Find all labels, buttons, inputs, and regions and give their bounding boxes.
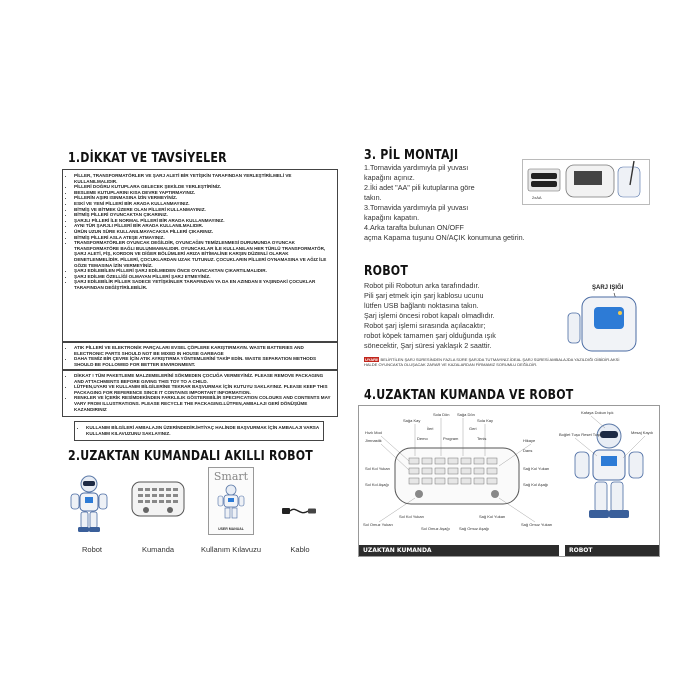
- manual-title: Smart: [213, 470, 249, 483]
- footer-robot: ROBOT: [565, 545, 659, 556]
- remote-label-18: Sağ Kol Aşağı: [523, 482, 549, 487]
- remote-diagram-svg: [359, 406, 659, 556]
- warning-item: • BİTMİŞ VE BİTMEK ÜZERE OLAN PİLLERİ KULLANMAYINIZ.: [74, 207, 333, 213]
- warnings-list-2: [67, 345, 333, 367]
- warning-item: • PİLLERİ DOĞRU KUTUPLARA GELECEK ŞEKİLDE YERLEŞTİRİNİZ.: [74, 184, 333, 190]
- warnings-box-4: [74, 421, 324, 441]
- warnings-box-2: [62, 341, 338, 371]
- remote-label-20: Sağ Kol Yukarı: [479, 514, 506, 519]
- robot-description-line: Pili şarj etmek için şarj kablosu ucunu: [364, 291, 484, 300]
- battery-steps: [364, 163, 544, 243]
- warnings-list-3: [67, 373, 333, 412]
- battery-diagram-label: 2xAA: [532, 195, 542, 200]
- warning-text: BELİRTİLEN ŞARJ SÜRESİNDEN FAZLA SÜRE ŞARJDA TUTMAYINIZ.İDEAL ŞARJ SÜRESİ AMBALAJDA YAZILDIĞI GİBİDİR.AKSİ HALDE OYUNCAKTA OLUŞACAK ZARAR VE KAZALARDAN FİRMAMIZ SORUMLU DEĞİLDİR.: [364, 357, 620, 367]
- robot-description: [364, 281, 554, 351]
- warnings-list-4: [79, 425, 319, 436]
- robot-label-message: Mesaj Kaydı: [631, 430, 654, 435]
- remote-label-13: Sol Kol Yukarı: [365, 466, 391, 471]
- footer-remote: UZAKTAN KUMANDA: [359, 545, 559, 556]
- warning-item: • DİKKAT ! TÜM PAKETLEME MALZEMELERİNİ SÖKMEDEN ÇOCUĞA VERMEYİNİZ. PLEASE REMOVE PACKAGING AND ATTACHMENTS BEFORE GIVING THIS TOY TO A CHILD.: [74, 373, 333, 384]
- remote-label-4: Hızlı Mod: [365, 430, 382, 435]
- remote-label-7: Geri: [469, 426, 477, 431]
- warning-item: • ÜRÜN UZUN SÜRE KULLANILMAYACAKSA PİLLERİ ÇIKARINIZ.: [74, 229, 333, 235]
- cable-icon: [280, 503, 320, 519]
- charge-light-label: ŞARJ IŞIĞI: [592, 285, 624, 291]
- warning-item: • AYNI TÜR ŞARJLI PİLLERİ BİR ARADA KULLANILMALIDIR.: [74, 223, 333, 229]
- manual-icon: [208, 467, 254, 535]
- robot-label-reset: Boğlet Tuşu Reset Tuşu: [559, 432, 602, 437]
- remote-label-19: Sol Kol Yukarı: [399, 514, 425, 519]
- warnings-box-3: [62, 369, 338, 417]
- charge-warning: [364, 357, 630, 367]
- contents-label-cable: Kablo: [290, 545, 310, 554]
- remote-robot-diagram: [358, 405, 660, 557]
- remote-label-21: Sol Omuz Aşağı: [421, 526, 450, 531]
- warning-item: • BİTMİŞ PİLLERİ ASLA ATEŞE ATMAYINIZ.: [74, 235, 333, 241]
- warning-item: • ATIK PİLLERİ VE ELEKTRONİK PARÇALARI EVSEL ÇÖPLERE KARIŞTIRMAYIN. WASTE BATTERIES AND ELECTRONIC PARTS SHOULD NOT BE MIXED IN HOUSE GARBAGE: [74, 345, 333, 356]
- warning-item: • TRANSFORMATÖRLER OYUNCAK DEĞİLDİR, OYUNCAĞIN TEMİZLENMESİ DURUMUNDA OYUNCAK TRANSFORMATÖRE BAĞLI BULUNMAMALIDIR. OYUNCAKLAR İLE KULLANILAN HER TÜRLÜ TRANSFORMATÖR, ŞARJ ALETİ, FİŞ, KORDON VE DİĞER BÖLÜMLERİ ARIZA BİTİMALİNE KARŞIN DÜZENLİ OLARAK DENETLENMELİDİR. PİLLERİ, ÇOCUKLARDAN UZAK TUTUNUZ. ÇOCUKLARIN PİLLERİ OYNAMASINA VE AĞIZ İLE GÖZE TEMASINA İZİN VERMEYİNİZ.: [74, 240, 333, 268]
- manual-caption: USER MANUAL: [218, 527, 244, 531]
- warning-item: • RENKLER VE İÇERİK RESİMDEKİNDEN FARKLILIK GÖSTEREBİLİR SPECIFICATION COLOURS AND CONTENTS MAY VARY FROM ILLUSTRATIONS. PLEASE RECYCLE THE PACKAGING.LÜTFEN,AMBALAJI GERİ DÖNÜŞÜME KAZANDIRINIZ: [74, 395, 333, 412]
- battery-diagram: [522, 159, 650, 205]
- contents-label-manual: Kullanım Kılavuzu: [200, 545, 262, 554]
- remote-label-1: Sola Dön: [433, 412, 450, 417]
- remote-label-9: Program: [443, 436, 459, 441]
- remote-label-17: Sol Kol Aşağı: [365, 482, 389, 487]
- warnings-list-1: [67, 173, 333, 290]
- warning-item: • KULLANIM BİLGİLERİ AMBALAJIN ÜZERİNDEDİR.İHTİYAÇ HALİNDE BAŞVURMAK İÇİN AMBALAJI VARSA KULLANIM KILAVUZUNU SAKLAYINIZ.: [86, 425, 319, 436]
- battery-step-line: 4.Arka tarafta bulunan ON/OFF: [364, 223, 464, 232]
- remote-icon: [130, 478, 186, 533]
- battery-step-line: kapağını kapatın.: [364, 213, 420, 222]
- robot-description-line: Robot şarj işlemi sırasında açılacaktır;: [364, 321, 486, 330]
- warning-item: • ŞARJLI PİLLERİ İLE NORMAL PİLLERİ BİR ARADA KULLANMAYINIZ.: [74, 218, 333, 224]
- warning-item: • DAHA TEMİZ BİR ÇEVRE İÇİN ATIK AYRIŞTIRMA YÖNTEMLERİNİ TAKİP EDİN. WASTE SEPARATION METHODS SHOULD BE FOLLOWED FOR BETTER ENVIRONMENT.: [74, 356, 333, 367]
- warning-item: • PİLLERİN AŞIRI ISINMASINA İZİN VERMEYİNİZ.: [74, 195, 333, 201]
- remote-label-2: Sağa Dön: [457, 412, 475, 417]
- robot-icon: [68, 475, 110, 535]
- remote-label-5: Jimnastik: [365, 438, 382, 443]
- warning-item: • ŞARJ EDİLME ÖZELLİĞİ OLMAYAN PİLLERİ ŞARJ ETMEYİNİZ.: [74, 274, 333, 280]
- battery-step-line: açma Kapama tuşunu ON/AÇIK konumuna getirin.: [364, 233, 525, 242]
- remote-label-11: Hikaye: [523, 438, 536, 443]
- warning-item: • ŞARJ EDİLEBİLEN PİLLERİ ŞARJ EDİLMEDEN ÖNCE OYUNCAKTAN ÇIKARTILMALIDIR.: [74, 268, 333, 274]
- contents-label-robot: Robot: [81, 545, 102, 554]
- remote-title: 4.UZAKTAN KUMANDA VE ROBOT: [364, 387, 574, 403]
- battery-title: 3. PİL MONTAJI: [364, 147, 459, 163]
- robot-title: ROBOT: [364, 263, 409, 279]
- battery-step-line: 3.Tornavida yardımıyla pil yuvası: [364, 203, 469, 212]
- contents-title: 2.UZAKTAN KUMANDALI AKILLI ROBOT: [68, 448, 314, 464]
- robot-description-line: Robot pili Robotun arka tarafındadır.: [364, 281, 480, 290]
- remote-label-22: Sağ Omuz Aşağı: [459, 526, 490, 531]
- warning-tag: UYARI!: [365, 357, 379, 362]
- battery-step-line: 2.İki adet "AA" pili kutuplarına göre: [364, 183, 475, 192]
- remote-label-10: Tenis: [477, 436, 487, 441]
- battery-step-line: takın.: [364, 193, 382, 202]
- robot-description-line: Şarj işlemi öncesi robot kapalı olmadlıdır.: [364, 311, 495, 320]
- battery-step-line: 1.Tornavida yardımıyla pil yuvası: [364, 163, 469, 172]
- robot-label-touch: Kafaya Dokun Işık: [581, 410, 614, 415]
- warning-item: • PİLLER, TRANSFORMATÖRLER VE ŞARJ ALETİ BİR YETİŞKİN TARAFINDAN YERLEŞTİRİLMELİ VE KULLANILMALIDIR.: [74, 173, 333, 184]
- robot-description-line: robot köpek tamamen şarj olduğunda ışık: [364, 331, 496, 340]
- warning-item: • ESKİ VE YENİ PİLLERİ BİR ARADA KULLANMAYINIZ.: [74, 201, 333, 207]
- warning-item: • ŞARJ EDİLEBİLİR PİLLER SADECE YETİŞKİNLER TARAFINDAN YA DA EN AZINDAN 8 YAŞINDAKİ ÇOCUKLAR TARAFINDAN DEĞİŞTİRİLEBİLİR.: [74, 279, 333, 290]
- warning-item: • LÜTFEN,UYARI VE KULLANIM BİLGİLERİNE TEKRAR BAŞVURMAK İÇİN KUTUYU SAKLAYINIZ. PLEASE KEEP THIS PACKAGING FOR REFERENCE SINCE IT CONTAINS IMPORTANT INFORMATION.: [74, 384, 333, 395]
- remote-label-16: Sağ Omuz Yukarı: [521, 522, 553, 527]
- contents-label-remote: Kumanda: [141, 545, 175, 554]
- remote-label-14: Sağ Kol Yukarı: [523, 466, 550, 471]
- robot-description-line: lütfen USB bağlantı noktasına takın.: [364, 301, 479, 310]
- remote-label-3: Sola Kay: [477, 418, 494, 423]
- manual-sheet: [58, 135, 658, 565]
- remote-label-6: İleri: [427, 426, 434, 431]
- remote-label-15: Sol Omuz Yukarı: [363, 522, 393, 527]
- robot-description-line: sönecektir, Şarj süresi yaklaşık 2 saattir.: [364, 341, 492, 350]
- battery-step-line: kapağını açınız.: [364, 173, 415, 182]
- charge-diagram: [554, 283, 654, 357]
- warning-item: • BİTMİŞ PİLLERİ OYUNCAKTAN ÇIKARINIZ.: [74, 212, 333, 218]
- remote-label-12: Dans: [523, 448, 533, 453]
- warnings-box-1: [62, 169, 338, 343]
- remote-label-0: Sağa Kay: [403, 418, 421, 423]
- remote-label-8: Demo: [417, 436, 428, 441]
- warning-item: • BESLEME KUTUPLARINI KISA DEVRE YAPTIRMAYINIZ.: [74, 190, 333, 196]
- warnings-title: 1.DİKKAT VE TAVSİYELER: [68, 150, 227, 166]
